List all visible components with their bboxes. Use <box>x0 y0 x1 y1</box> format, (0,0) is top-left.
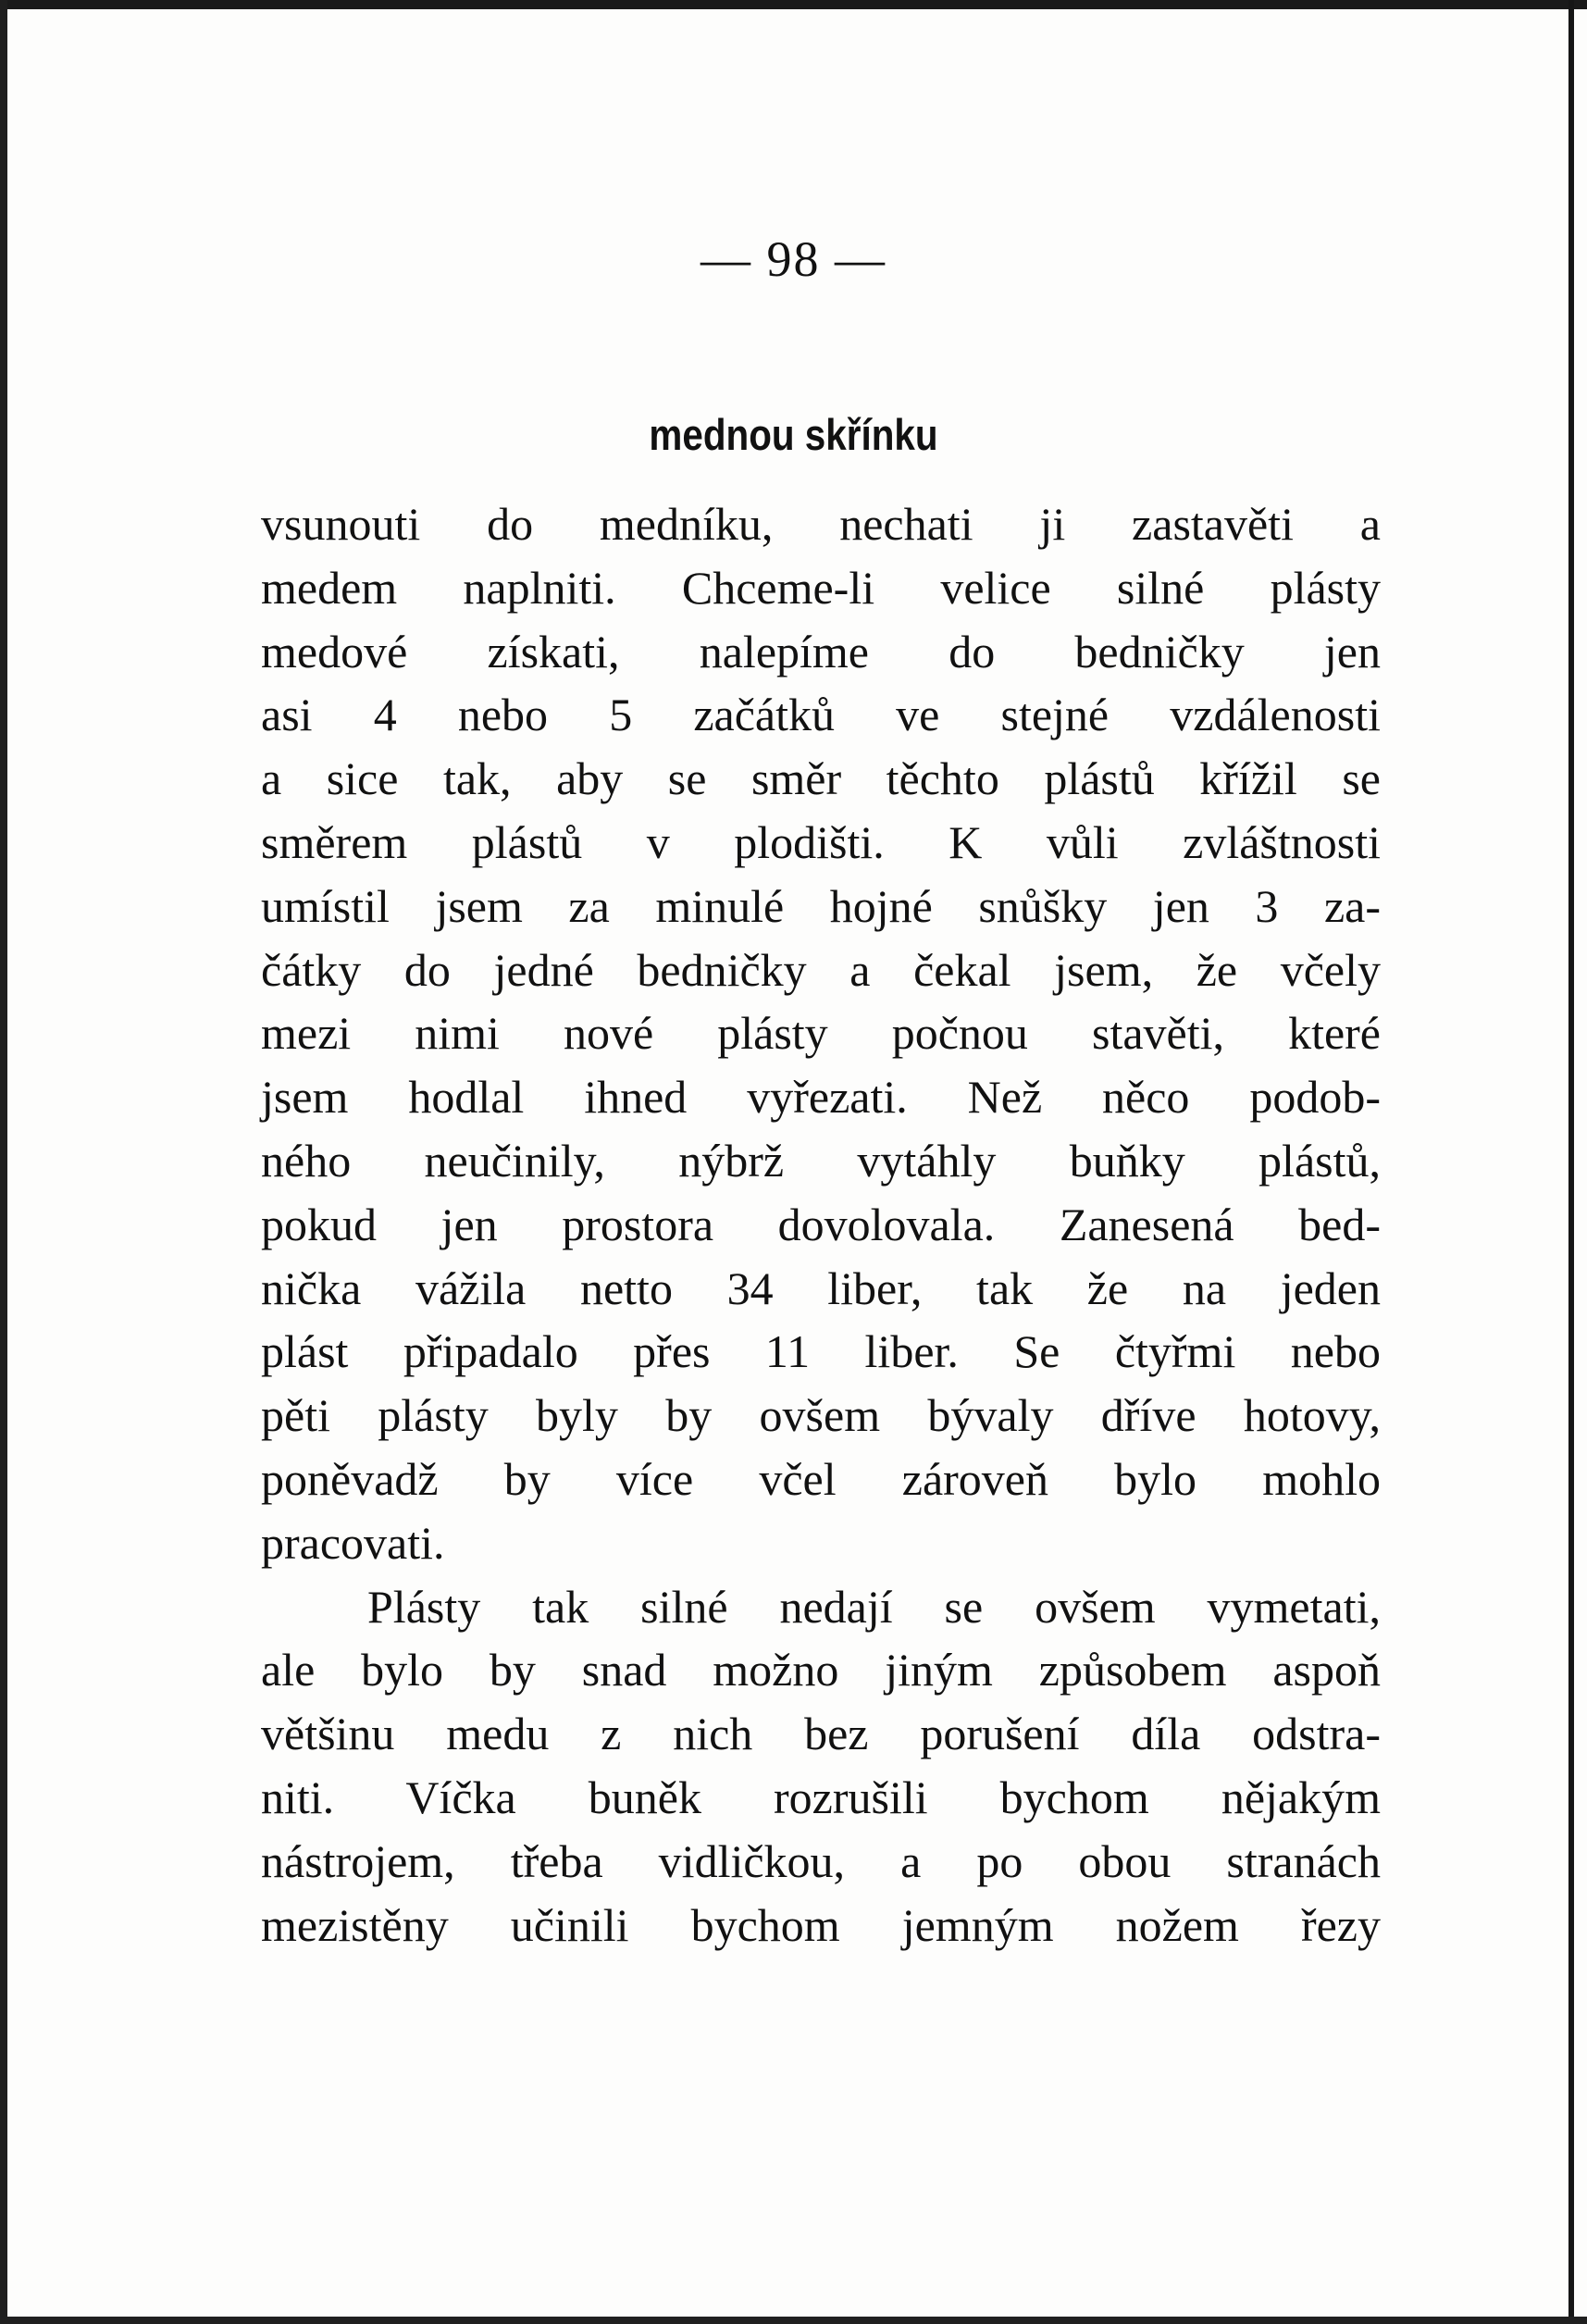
text-line: mezistěny učinili bychom jemným nožem řezy <box>261 1898 1381 1951</box>
paragraph-2 <box>261 1575 1381 1957</box>
text-line: jsem hodlal ihned vyřezati. Než něco podob- <box>261 1071 1381 1124</box>
text-line: Plásty tak silné nedají se ovšem vymetati, <box>367 1580 1381 1633</box>
scan-edge-left <box>0 0 7 2324</box>
text-line: medem naplniti. Chceme-li velice silné plásty <box>261 561 1381 614</box>
text-line: pěti plásty byly by ovšem bývaly dříve hotovy, <box>261 1389 1381 1442</box>
text-line: vsunouti do medníku, nechati ji zastavěti a <box>261 498 1381 550</box>
text-line: umístil jsem za minulé hojné snůšky jen 3 za- <box>261 879 1381 932</box>
text-line: směrem plástů v plodišti. K vůli zvláštnosti <box>261 815 1381 868</box>
text-line: čátky do jedné bedničky a čekal jsem, že včely <box>261 943 1381 996</box>
text-line: plást připadalo přes 11 liber. Se čtyřmi nebo <box>261 1325 1381 1378</box>
body-text <box>261 492 1381 1957</box>
text-line: pokud jen prostora dovolovala. Zanesená bed- <box>261 1198 1381 1250</box>
text-line: ného neučinily, nýbrž vytáhly buňky plástů, <box>261 1134 1381 1187</box>
text-line: medové získati, nalepíme do bedničky jen <box>261 625 1381 677</box>
text-line: asi 4 nebo 5 začátků ve stejné vzdálenosti <box>261 689 1381 741</box>
page-number: — 98 — <box>701 231 886 287</box>
scan-edge-right <box>1568 0 1574 2324</box>
text-line: mezi nimi nové plásty počnou stavěti, které <box>261 1007 1381 1060</box>
text-line: nástrojem, třeba vidličkou, a po obou stranách <box>261 1834 1381 1887</box>
text-line: většinu medu z nich bez porušení díla odstra- <box>261 1708 1381 1760</box>
paragraph-1 <box>261 492 1381 1575</box>
scan-edge-bottom <box>0 2317 1587 2324</box>
text-line: nička vážila netto 34 liber, tak že na jeden <box>261 1261 1381 1314</box>
scan-edge-top <box>0 0 1587 9</box>
running-header: mednou skřínku <box>649 410 938 459</box>
text-line: pracovati. <box>261 1516 445 1569</box>
text-line: poněvadž by více včel zároveň bylo mohlo <box>261 1452 1381 1505</box>
text-line: a sice tak, aby se směr těchto plástů křížil se <box>261 752 1381 805</box>
text-line: ale bylo by snad možno jiným způsobem aspoň <box>261 1644 1381 1696</box>
text-line: niti. Víčka buněk rozrušili bychom nějakým <box>261 1771 1381 1823</box>
